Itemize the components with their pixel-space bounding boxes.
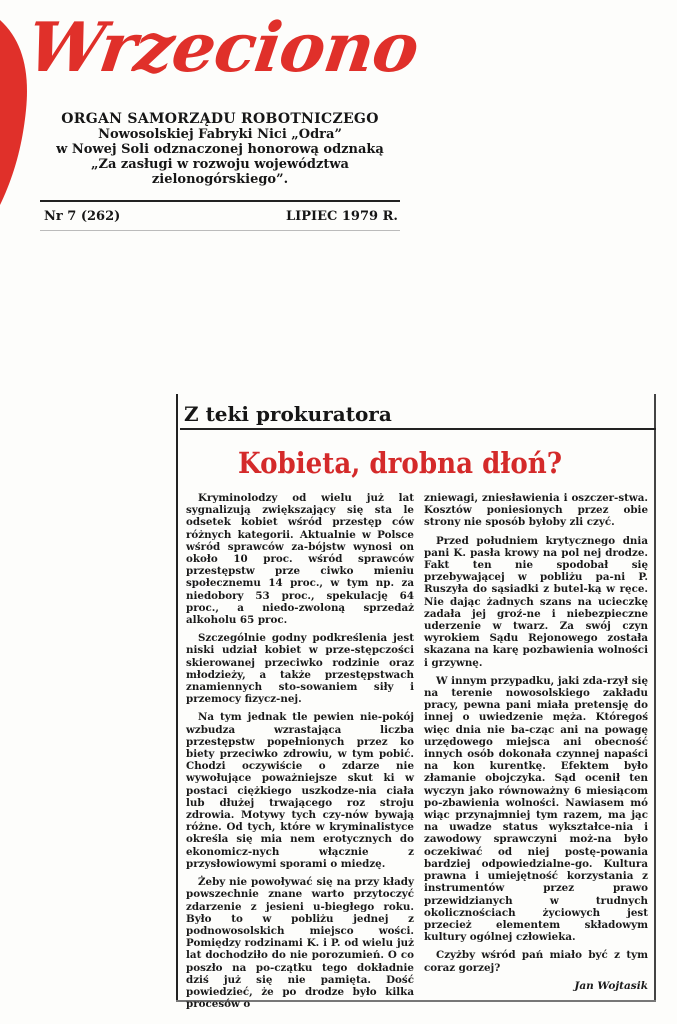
organ-line: w Nowej Soli odznaczonej honorową odznaką <box>56 142 384 157</box>
article-paragraph: Szczególnie godny podkreślenia jest niski udział kobiet w prze-stępczości skierowanej przeciwko rodzinie oraz młodzieży, a także przestępstwach znamiennych sto-sowaniem siły i przemocy fizycz-nej. <box>186 632 414 706</box>
masthead-logo <box>0 8 424 100</box>
article-headline: Kobieta, drobna dłoń? <box>238 446 563 480</box>
logo-swoosh-icon <box>0 0 40 210</box>
article-paragraph: Żeby nie powoływać się na przy kłady powszechnie znane warto przytoczyć zdarzenie z jesieni u-biegłego roku. Było to w pobliżu jednej z podnowosolskich miejsco wości. Pomiędzy rodzinami K. i P. od wielu już lat dochodziło do nie porozumień. O co poszło na po-czątku tego dokładnie dziś już się nie pamięta. Dość powiedzieć, że po drodze było kilka procesów o <box>186 876 414 1011</box>
organ-line: Nowosolskiej Fabryki Nici „Odra” <box>98 127 342 142</box>
article-rubric: Z teki prokuratora <box>184 402 392 426</box>
masthead-bottom-rule <box>40 230 400 231</box>
article-paragraph: Na tym jednak tle pewien nie-pokój wzbudza wzrastająca liczba przestępstw popełnionych przez ko biety przeciwko zdrowiu, w tym pobić. Chodzi oczywiście o zdarze nie wywołujące poważniejsze skut ki w postaci ciężkiego uszkodze-nia ciała lub dłużej trwającego roz stroju zdrowia. Motywy tych czy-nów bywają różne. Od tych, które w kryminalistyce określa się mia nem erotycznych do ekonomicz-nych włącznie z przysłowiowymi sporami o miedzę. <box>186 711 414 870</box>
newspaper-logo-text: Wrzeciono <box>22 8 424 88</box>
article-paragraph: zniewagi, zniesławienia i oszczer-stwa. Kosztów poniesionych przez obie strony nie sposób byłoby zli czyć. <box>424 492 648 529</box>
issue-number: Nr 7 (262) <box>44 209 121 224</box>
article-column-left <box>186 492 414 1016</box>
organ-line: ORGAN SAMORZĄDU ROBOTNICZEGO <box>61 111 379 127</box>
rubric-rule <box>180 428 656 430</box>
clipping-border-left <box>176 394 178 1000</box>
article-paragraph: W innym przypadku, jaki zda-rzył się na terenie nowosolskiego zakładu pracy, pewna pani miała pretensję do innej o uwiedzenie męża. Któregoś więc dnia nie ba-cząc ani na powagę urzędowego miejsca ani obecność innych osób dokonała czynnej napaści na kon kurentkę. Efektem było złamanie obojczyka. Sąd ocenił ten wyczyn jako równoważny 6 miesiącom po-zbawienia wolności. Nawiasem mó wiąc przynajmniej tym razem, ma jąc na uwadze status wykształce-nia i zawodowy sprawczyni moż-na było oczekiwać od niej postę-powania bardziej odpowiedzialne-go. Kultura prawna i umiejętność korzystania z instrumentów przez prawo przewidzianych w trudnych okolicznościach życiowych jest przecież elementem składowym kultury ogólnej człowieka. <box>424 674 648 944</box>
masthead-organ-info <box>40 112 400 187</box>
organ-line: zielonogórskiego”. <box>151 172 289 187</box>
organ-line: „Za zasługi w rozwoju województwa <box>90 157 349 172</box>
masthead-rule <box>40 200 400 202</box>
article-paragraph: Przed południem krytycznego dnia pani K. pasła krowy na pol nej drodze. Fakt ten nie spodobał się przebywającej w pobliżu pa-ni P. Ruszyła do sąsiadki z butel-ką w ręce. Nie dając żadnych szans na ucieczkę zadała jej groź-ne i niebezpieczne uderzenie w twarz. Za swój czyn wyrokiem Sądu Rejonowego została skazana na karę pozbawienia wolności i grzywnę. <box>424 534 648 669</box>
issue-date: LIPIEC 1979 R. <box>286 209 398 224</box>
clipping-border-right <box>654 394 656 1000</box>
article-paragraph: Kryminolodzy od wielu już lat sygnalizują zwiększający się sta le odsetek kobiet wśród przestęp ców różnych kategorii. Aktualnie w Polsce wśród sprawców za-bójstw wynosi on około 10 proc. wśród sprawców przestępstw prze ciwko mieniu społecznemu 14 proc., w tym np. za niedobory 53 proc., spekulację 64 proc., a niedo-zwoloną sprzedaż alkoholu 65 proc. <box>186 492 414 627</box>
article-author: Jan Wojtasik <box>574 979 648 992</box>
article-paragraph: Czyżby wśród pań miało być z tym coraz gorzej? <box>424 949 648 974</box>
article-column-right <box>424 492 648 992</box>
